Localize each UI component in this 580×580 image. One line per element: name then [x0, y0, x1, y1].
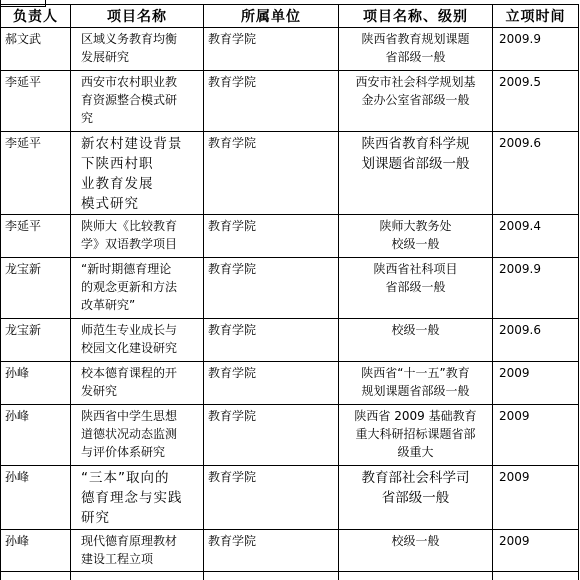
- cell-unit: 教育学院: [204, 215, 339, 258]
- cell-unit: 教育学院: [204, 530, 339, 572]
- cell-date: 2009.4: [493, 215, 579, 258]
- cell-leader: 孙峰: [1, 405, 71, 466]
- cell-unit: 教育学院: [204, 466, 339, 530]
- cell-leader: 李延平: [1, 132, 71, 215]
- table-row: [1, 319, 579, 362]
- cell-unit: 教育学院: [204, 258, 339, 319]
- cell-date: 2009.5: [493, 71, 579, 132]
- cell-level: 陕西省社科项目 省部级一般: [339, 258, 493, 319]
- cell-project: 新农村建设背景 下陕西村职 业教育发展 模式研究: [71, 132, 204, 215]
- cell-date: [493, 572, 579, 580]
- cell-leader: 龙宝新: [1, 258, 71, 319]
- cell-leader: [1, 572, 71, 580]
- cell-date: 2009: [493, 530, 579, 572]
- cell-level: 陕西省“十一五”教育 规划课题省部级一般: [339, 362, 493, 405]
- cell-leader: 孙峰: [1, 466, 71, 530]
- cell-leader: 孙峰: [1, 530, 71, 572]
- table-row: [1, 466, 579, 530]
- cell-unit: [204, 572, 339, 580]
- cell-date: 2009: [493, 405, 579, 466]
- cell-unit: 教育学院: [204, 319, 339, 362]
- cell-level: 陕西省教育规划课题 省部级一般: [339, 28, 493, 71]
- cell-project: 现代德育原理教材 建设工程立项: [71, 530, 204, 572]
- table-row: [1, 405, 579, 466]
- project-table: [0, 4, 579, 580]
- cell-leader: 李延平: [1, 215, 71, 258]
- cell-unit: 教育学院: [204, 405, 339, 466]
- cell-level: 陕西省教育科学规 划课题省部级一般: [339, 132, 493, 215]
- cell-date: 2009.6: [493, 132, 579, 215]
- table-row: [1, 215, 579, 258]
- table-row: [1, 572, 579, 580]
- cell-date: 2009.9: [493, 258, 579, 319]
- cell-unit: 教育学院: [204, 362, 339, 405]
- cell-leader: 李延平: [1, 71, 71, 132]
- cell-project: “三本”取向的 德育理念与实践 研究: [71, 466, 204, 530]
- table-row: [1, 132, 579, 215]
- cell-project: 师范生专业成长与 校园文化建设研究: [71, 319, 204, 362]
- cell-level: 校级一般: [339, 530, 493, 572]
- cell-leader: 孙峰: [1, 362, 71, 405]
- header-project-level: 项目名称、级别: [339, 5, 493, 28]
- cell-unit: 教育学院: [204, 132, 339, 215]
- table-header-row: [1, 5, 579, 28]
- table-row: [1, 71, 579, 132]
- cell-leader: 郝文武: [1, 28, 71, 71]
- cell-unit: 教育学院: [204, 28, 339, 71]
- cell-project: 西安市农村职业教 育资源整合模式研 究: [71, 71, 204, 132]
- table-row: [1, 530, 579, 572]
- header-unit: 所属单位: [204, 5, 339, 28]
- table-row: [1, 258, 579, 319]
- cell-project: 区域义务教育均衡 发展研究: [71, 28, 204, 71]
- header-leader: 负责人: [1, 5, 71, 28]
- cell-date: 2009: [493, 466, 579, 530]
- table-row: [1, 362, 579, 405]
- cell-date: 2009.9: [493, 28, 579, 71]
- cell-leader: 龙宝新: [1, 319, 71, 362]
- cell-date: 2009.6: [493, 319, 579, 362]
- cell-project: “新时期德育理论 的观念更新和方法 改革研究”: [71, 258, 204, 319]
- header-project-name: 项目名称: [71, 5, 204, 28]
- cell-project: 校本德育课程的开 发研究: [71, 362, 204, 405]
- cell-project: 陕师大《比较教育 学》双语教学项目: [71, 215, 204, 258]
- cell-level: [339, 572, 493, 580]
- cell-project: [71, 572, 204, 580]
- cell-level: 陕师大教务处 校级一般: [339, 215, 493, 258]
- cell-project: 陕西省中学生思想 道德状况动态监测 与评价体系研究: [71, 405, 204, 466]
- cell-unit: 教育学院: [204, 71, 339, 132]
- cell-level: 校级一般: [339, 319, 493, 362]
- cell-level: 陕西省 2009 基础教育 重大科研招标课题省部 级重大: [339, 405, 493, 466]
- cell-level: 教育部社会科学司 省部级一般: [339, 466, 493, 530]
- cell-level: 西安市社会科学规划基 金办公室省部级一般: [339, 71, 493, 132]
- table-row: [1, 28, 579, 71]
- header-start-date: 立项时间: [493, 5, 579, 28]
- cell-date: 2009: [493, 362, 579, 405]
